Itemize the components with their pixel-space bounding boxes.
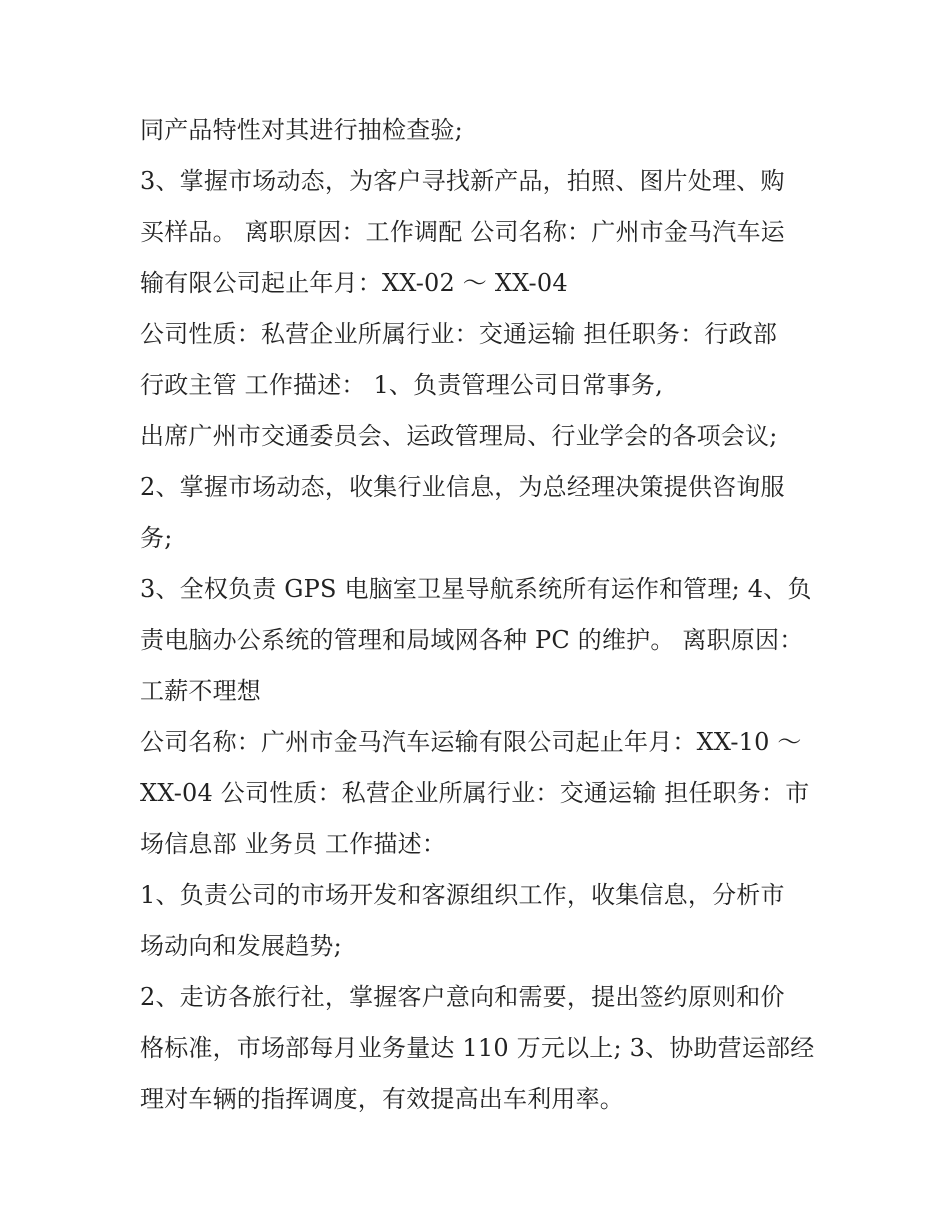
document-body [140, 105, 830, 1125]
text-line: 2、掌握市场动态，收集行业信息，为总经理决策提供咨询服 [140, 473, 785, 501]
text-line: 出席广州市交通委员会、运政管理局、行业学会的各项会议; [140, 422, 778, 450]
text-line: 公司性质：私营企业所属行业：交通运输 担任职务：行政部 [140, 320, 778, 348]
text-line: 1、负责公司的市场开发和客源组织工作，收集信息，分析市 [140, 881, 785, 909]
text-line: 务; [140, 524, 173, 552]
text-line: 理对车辆的指挥调度，有效提高出车利用率。 [140, 1085, 624, 1113]
text-line: 格标准，市场部每月业务量达 110 万元以上; 3、协助营运部经 [140, 1034, 815, 1062]
text-line: 买样品。 离职原因：工作调配 公司名称：广州市金马汽车运 [140, 218, 785, 246]
text-line: 行政主管 工作描述： 1、负责管理公司日常事务, [140, 371, 663, 399]
text-line: 输有限公司起止年月：XX-02 ～ XX-04 [140, 269, 568, 297]
text-line: 场信息部 业务员 工作描述： [140, 830, 447, 858]
text-line: 责电脑办公系统的管理和局域网各种 PC 的维护。 离职原因： [140, 626, 804, 654]
text-line: XX-04 公司性质：私营企业所属行业：交通运输 担任职务：市 [140, 779, 810, 807]
text-line: 3、掌握市场动态，为客户寻找新产品，拍照、图片处理、购 [140, 167, 785, 195]
text-line: 工薪不理想 [140, 677, 261, 705]
text-line: 2、走访各旅行社，掌握客户意向和需要，提出签约原则和价 [140, 983, 785, 1011]
text-line: 3、全权负责 GPS 电脑室卫星导航系统所有运作和管理; 4、负 [140, 575, 812, 603]
text-line: 同产品特性对其进行抽检查验; [140, 116, 463, 144]
text-line: 场动向和发展趋势; [140, 932, 342, 960]
text-line: 公司名称：广州市金马汽车运输有限公司起止年月：XX-10 ～ [140, 728, 802, 756]
